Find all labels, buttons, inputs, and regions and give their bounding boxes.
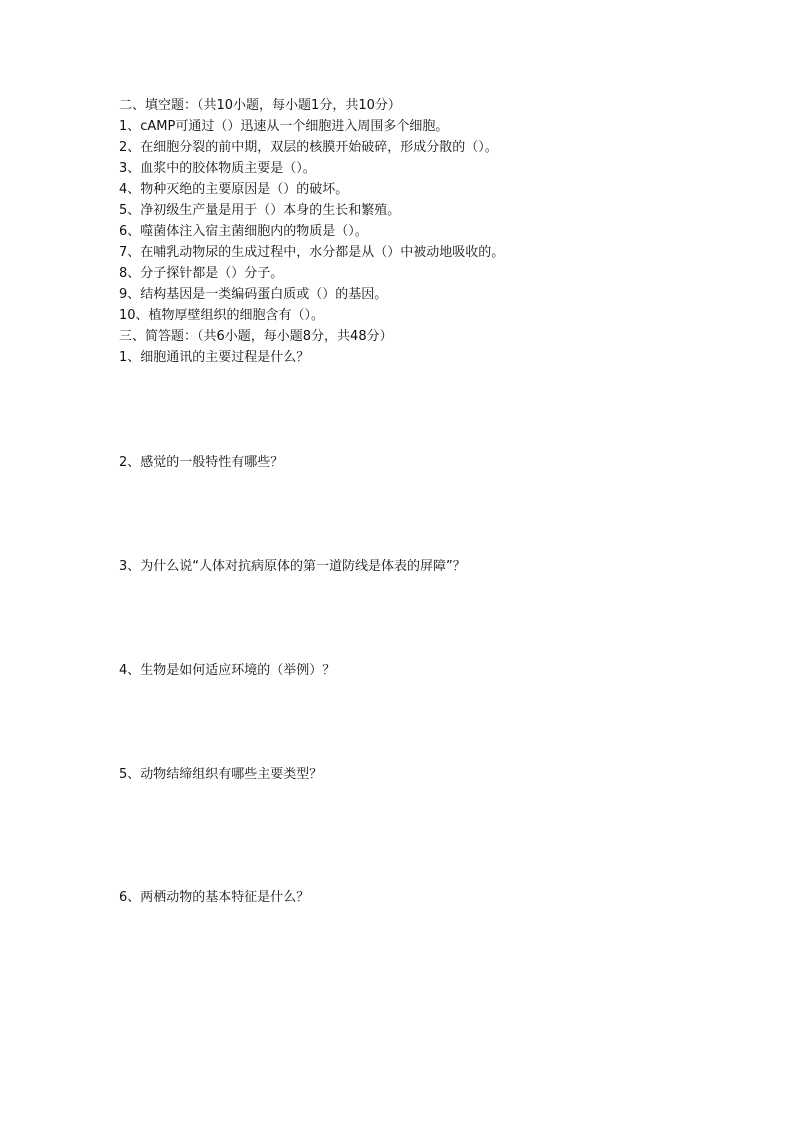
short-answer-question-6: 6、两栖动物的基本特征是什么？	[119, 890, 310, 905]
fill-section-heading: 二、填空题：（共10小题，每小题1分，共10分）	[119, 98, 401, 113]
short-answer-section-heading: 三、简答题：（共6小题，每小题8分，共48分）	[119, 329, 393, 344]
fill-question-5: 5、净初级生产量是用于（）本身的生长和繁殖。	[119, 203, 401, 218]
short-answer-question-5: 5、动物结缔组织有哪些主要类型？	[119, 767, 323, 782]
fill-question-2: 2、在细胞分裂的前中期，双层的核膜开始破碎，形成分散的（）。	[119, 140, 498, 155]
short-answer-question-1: 1、细胞通讯的主要过程是什么？	[119, 350, 310, 365]
short-answer-question-2: 2、感觉的一般特性有哪些？	[119, 455, 284, 470]
short-answer-question-3: 3、为什么说“人体对抗病原体的第一道防线是体表的屏障”？	[119, 559, 466, 574]
fill-question-10: 10、植物厚壁组织的细胞含有（）。	[119, 308, 325, 323]
fill-question-8: 8、分子探针都是（）分子。	[119, 266, 284, 281]
fill-question-3: 3、血浆中的胶体物质主要是（）。	[119, 161, 316, 176]
fill-question-6: 6、噬菌体注入宿主菌细胞内的物质是（）。	[119, 224, 368, 239]
fill-question-7: 7、在哺乳动物尿的生成过程中，水分都是从（）中被动地吸收的。	[119, 245, 505, 260]
short-answer-question-4: 4、生物是如何适应环境的（举例）？	[119, 663, 336, 678]
fill-question-9: 9、结构基因是一类编码蛋白质或（）的基因。	[119, 287, 388, 302]
fill-question-4: 4、物种灭绝的主要原因是（）的破坏。	[119, 182, 349, 197]
fill-question-1: 1、cAMP可通过（）迅速从一个细胞进入周围多个细胞。	[119, 119, 449, 134]
